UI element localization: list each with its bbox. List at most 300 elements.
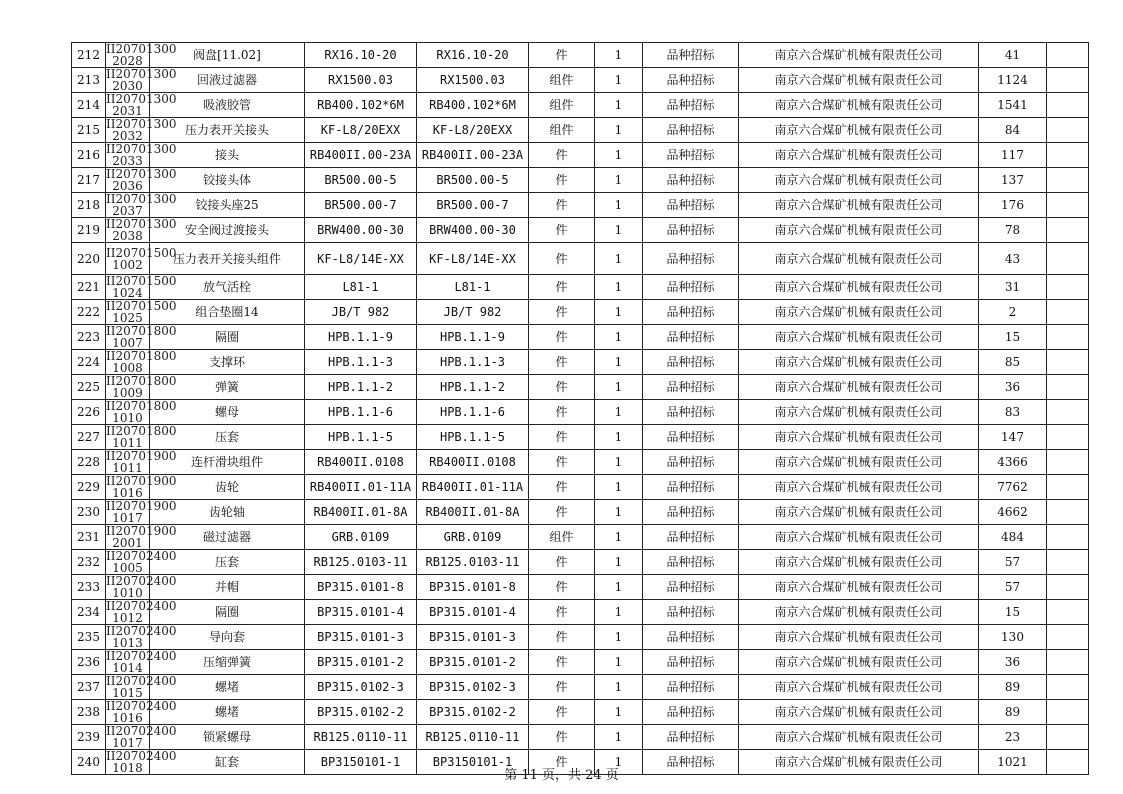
quantity-cell: 1 [595,243,643,275]
seq-cell: 228 [72,450,106,475]
material-code-prefix: II20701300 [106,117,177,131]
procurement-method-cell: 品种招标 [643,400,739,425]
drawing-number-cell: BRW400.00-30 [305,218,417,243]
material-code-suffix: 1002 [112,257,143,272]
table-row [72,500,1089,525]
note-cell [1047,193,1089,218]
table-row [72,375,1089,400]
quantity-cell: 1 [595,218,643,243]
drawing-number-cell: GRB.0109 [305,525,417,550]
amount-cell: 41 [979,43,1047,68]
quantity-cell: 1 [595,300,643,325]
note-cell [1047,600,1089,625]
procurement-method-cell: 品种招标 [643,675,739,700]
quantity-cell: 1 [595,350,643,375]
procurement-method-cell: 品种招标 [643,118,739,143]
drawing-number-cell: HPB.1.1-3 [305,350,417,375]
material-code-prefix: II20701800 [106,399,177,413]
vendor-cell: 南京六合煤矿机械有限责任公司 [739,93,979,118]
amount-cell: 1021 [979,750,1047,775]
material-code-suffix: 1015 [112,686,143,700]
material-code-cell [106,374,177,400]
procurement-method-cell: 品种招标 [643,375,739,400]
table-row [72,725,1089,750]
material-code-prefix: II20701500 [106,245,177,260]
unit-cell: 件 [529,168,595,193]
drawing-number-cell: HPB.1.1-5 [305,425,417,450]
procurement-method-cell: 品种招标 [643,600,739,625]
vendor-cell: 南京六合煤矿机械有限责任公司 [739,525,979,550]
part-name-cell: 压力表开关接头组件 [150,243,305,275]
vendor-cell: 南京六合煤矿机械有限责任公司 [739,243,979,275]
material-code-cell [106,274,177,300]
material-code-cell [106,142,177,168]
part-name-cell: 压力表开关接头 [150,118,305,143]
amount-cell: 4366 [979,450,1047,475]
material-code-suffix: 1011 [112,461,143,475]
table-row [72,168,1089,193]
spec-cell: KF-L8/14E-XX [417,243,529,275]
table-body [72,43,1089,775]
part-name-cell: 铰接头座25 [150,193,305,218]
amount-cell: 31 [979,275,1047,300]
part-name-cell: 磁过滤器 [150,525,305,550]
quantity-cell: 1 [595,725,643,750]
seq-cell: 227 [72,425,106,450]
table-row [72,600,1089,625]
drawing-number-cell: KF-L8/20EXX [305,118,417,143]
table-row [72,218,1089,243]
note-cell [1047,525,1089,550]
drawing-number-cell: BP315.0101-3 [305,625,417,650]
note-cell [1047,475,1089,500]
material-code-prefix: II20701800 [106,349,177,363]
material-code-cell [106,243,177,275]
vendor-cell: 南京六合煤矿机械有限责任公司 [739,550,979,575]
unit-cell: 件 [529,325,595,350]
procurement-method-cell: 品种招标 [643,500,739,525]
unit-cell: 件 [529,550,595,575]
drawing-number-cell: RB400.102*6M [305,93,417,118]
material-code-cell [106,624,177,650]
procurement-method-cell: 品种招标 [643,525,739,550]
part-name-cell: 支撑环 [150,350,305,375]
material-code-prefix: II20701300 [106,217,177,231]
material-code-cell [106,217,177,243]
spec-cell: RB400II.01-11A [417,475,529,500]
material-code-cell [106,524,177,550]
amount-cell: 36 [979,375,1047,400]
amount-cell: 147 [979,425,1047,450]
material-code-prefix: II20702400 [106,574,177,588]
amount-cell: 89 [979,700,1047,725]
spec-cell: BRW400.00-30 [417,218,529,243]
procurement-method-cell: 品种招标 [643,575,739,600]
vendor-cell: 南京六合煤矿机械有限责任公司 [739,675,979,700]
drawing-number-cell: RX16.10-20 [305,43,417,68]
procurement-method-cell: 品种招标 [643,275,739,300]
amount-cell: 130 [979,625,1047,650]
unit-cell: 件 [529,725,595,750]
material-code-suffix: 2030 [112,79,143,93]
unit-cell: 件 [529,475,595,500]
material-code-suffix: 1013 [112,636,143,650]
unit-cell: 件 [529,750,595,775]
procurement-method-cell: 品种招标 [643,700,739,725]
seq-cell: 236 [72,650,106,675]
amount-cell: 43 [979,243,1047,275]
part-name-cell: 组合垫圈14 [150,300,305,325]
amount-cell: 15 [979,600,1047,625]
procurement-method-cell: 品种招标 [643,218,739,243]
material-code-prefix: II20701300 [106,67,177,81]
material-code-cell [106,67,177,93]
table-row [72,525,1089,550]
note-cell [1047,625,1089,650]
part-name-cell: 螺堵 [150,700,305,725]
vendor-cell: 南京六合煤矿机械有限责任公司 [739,700,979,725]
vendor-cell: 南京六合煤矿机械有限责任公司 [739,193,979,218]
material-code-cell [106,167,177,193]
material-code-cell [106,574,177,600]
procurement-method-cell: 品种招标 [643,550,739,575]
seq-cell: 212 [72,43,106,68]
material-code-cell [106,674,177,700]
part-name-cell: 压套 [150,550,305,575]
part-name-cell: 锁紧螺母 [150,725,305,750]
procurement-method-cell: 品种招标 [643,650,739,675]
seq-cell: 213 [72,68,106,93]
quantity-cell: 1 [595,425,643,450]
drawing-number-cell: KF-L8/14E-XX [305,243,417,275]
spec-cell: BP315.0101-3 [417,625,529,650]
drawing-number-cell: L81-1 [305,275,417,300]
seq-cell: 237 [72,675,106,700]
spec-cell: BP3150101-1 [417,750,529,775]
procurement-method-cell: 品种招标 [643,93,739,118]
material-code-cell [106,349,177,375]
procurement-method-cell: 品种招标 [643,243,739,275]
unit-cell: 组件 [529,118,595,143]
quantity-cell: 1 [595,750,643,775]
material-code-suffix: 1016 [112,486,143,500]
vendor-cell: 南京六合煤矿机械有限责任公司 [739,400,979,425]
note-cell [1047,300,1089,325]
material-code-suffix: 1012 [112,611,143,625]
table-row [72,68,1089,93]
seq-cell: 217 [72,168,106,193]
vendor-cell: 南京六合煤矿机械有限责任公司 [739,475,979,500]
drawing-number-cell: BP315.0102-2 [305,700,417,725]
note-cell [1047,575,1089,600]
procurement-method-cell: 品种招标 [643,325,739,350]
quantity-cell: 1 [595,675,643,700]
material-code-suffix: 2038 [112,229,143,243]
table-row [72,700,1089,725]
quantity-cell: 1 [595,450,643,475]
material-code-suffix: 1010 [112,411,143,425]
material-code-prefix: II20702400 [106,624,177,638]
quantity-cell: 1 [595,525,643,550]
vendor-cell: 南京六合煤矿机械有限责任公司 [739,143,979,168]
procurement-method-cell: 品种招标 [643,450,739,475]
amount-cell: 83 [979,400,1047,425]
table-row [72,450,1089,475]
seq-cell: 233 [72,575,106,600]
material-code-prefix: II20701800 [106,424,177,438]
table-row [72,550,1089,575]
part-name-cell: 螺堵 [150,675,305,700]
drawing-number-cell: RB400II.00-23A [305,143,417,168]
part-name-cell: 隔圈 [150,600,305,625]
spec-cell: HPB.1.1-3 [417,350,529,375]
drawing-number-cell: JB/T 982 [305,300,417,325]
material-code-cell [106,324,177,350]
note-cell [1047,400,1089,425]
drawing-number-cell: HPB.1.1-2 [305,375,417,400]
material-code-suffix: 1016 [112,711,143,725]
material-code-prefix: II20702400 [106,599,177,613]
unit-cell: 件 [529,300,595,325]
material-code-cell [106,549,177,575]
spec-cell: BR500.00-5 [417,168,529,193]
table-row [72,243,1089,275]
material-code-prefix: II20702400 [106,724,177,738]
part-name-cell: 螺母 [150,400,305,425]
vendor-cell: 南京六合煤矿机械有限责任公司 [739,168,979,193]
spec-cell: RB400II.00-23A [417,143,529,168]
vendor-cell: 南京六合煤矿机械有限责任公司 [739,68,979,93]
amount-cell: 23 [979,725,1047,750]
material-code-prefix: II20701900 [106,499,177,513]
spec-cell: BP315.0101-2 [417,650,529,675]
note-cell [1047,450,1089,475]
drawing-number-cell: HPB.1.1-6 [305,400,417,425]
amount-cell: 1541 [979,93,1047,118]
material-code-cell [106,499,177,525]
note-cell [1047,68,1089,93]
drawing-number-cell: RB400II.0108 [305,450,417,475]
part-name-cell: 连杆滑块组件 [150,450,305,475]
material-code-cell [106,649,177,675]
unit-cell: 件 [529,43,595,68]
seq-cell: 221 [72,275,106,300]
table-row [72,350,1089,375]
spec-cell: RB400II.0108 [417,450,529,475]
material-code-cell [106,299,177,325]
drawing-number-cell: BP315.0101-4 [305,600,417,625]
note-cell [1047,93,1089,118]
seq-cell: 240 [72,750,106,775]
material-code-prefix: II20701900 [106,524,177,538]
seq-cell: 235 [72,625,106,650]
material-code-prefix: II20701300 [106,42,177,56]
table-row [72,400,1089,425]
part-name-cell: 阀盘[11.02] [150,43,305,68]
material-code-prefix: II20701300 [106,142,177,156]
material-code-cell [106,699,177,725]
unit-cell: 件 [529,625,595,650]
quantity-cell: 1 [595,193,643,218]
material-code-suffix: 1011 [112,436,143,450]
material-code-suffix: 2028 [112,54,143,68]
spec-cell: BR500.00-7 [417,193,529,218]
seq-cell: 223 [72,325,106,350]
procurement-method-cell: 品种招标 [643,300,739,325]
material-code-cell [106,192,177,218]
unit-cell: 组件 [529,93,595,118]
part-name-cell: 回液过滤器 [150,68,305,93]
seq-cell: 230 [72,500,106,525]
note-cell [1047,243,1089,275]
drawing-number-cell: BR500.00-7 [305,193,417,218]
spec-cell: HPB.1.1-6 [417,400,529,425]
part-name-cell: 吸液胶管 [150,93,305,118]
procurement-method-cell: 品种招标 [643,43,739,68]
procurement-method-cell: 品种招标 [643,143,739,168]
vendor-cell: 南京六合煤矿机械有限责任公司 [739,625,979,650]
unit-cell: 件 [529,675,595,700]
material-code-prefix: II20701300 [106,192,177,206]
unit-cell: 件 [529,193,595,218]
unit-cell: 件 [529,700,595,725]
spec-cell: HPB.1.1-5 [417,425,529,450]
spec-cell: GRB.0109 [417,525,529,550]
note-cell [1047,425,1089,450]
material-code-suffix: 1024 [112,286,143,300]
material-code-suffix: 1014 [112,661,143,675]
table-row [72,143,1089,168]
unit-cell: 件 [529,243,595,275]
drawing-number-cell: RB125.0103-11 [305,550,417,575]
spec-cell: HPB.1.1-9 [417,325,529,350]
table-row [72,475,1089,500]
table-row [72,625,1089,650]
unit-cell: 件 [529,450,595,475]
unit-cell: 件 [529,600,595,625]
vendor-cell: 南京六合煤矿机械有限责任公司 [739,275,979,300]
material-code-cell [106,92,177,118]
material-code-cell [106,424,177,450]
table-row [72,575,1089,600]
amount-cell: 85 [979,350,1047,375]
material-code-cell [106,599,177,625]
unit-cell: 件 [529,400,595,425]
spec-cell: L81-1 [417,275,529,300]
vendor-cell: 南京六合煤矿机械有限责任公司 [739,725,979,750]
table-row [72,43,1089,68]
material-code-prefix: II20701300 [106,167,177,181]
material-code-prefix: II20701500 [106,299,177,313]
seq-cell: 219 [72,218,106,243]
material-code-cell [106,117,177,143]
note-cell [1047,650,1089,675]
quantity-cell: 1 [595,93,643,118]
part-name-cell: 压缩弹簧 [150,650,305,675]
amount-cell: 78 [979,218,1047,243]
quantity-cell: 1 [595,68,643,93]
spec-cell: BP315.0101-4 [417,600,529,625]
table-row [72,193,1089,218]
seq-cell: 224 [72,350,106,375]
amount-cell: 4662 [979,500,1047,525]
unit-cell: 件 [529,500,595,525]
part-name-cell: 弹簧 [150,375,305,400]
vendor-cell: 南京六合煤矿机械有限责任公司 [739,350,979,375]
part-name-cell: 安全阀过渡接头 [150,218,305,243]
spec-cell: BP315.0101-8 [417,575,529,600]
part-name-cell: 接头 [150,143,305,168]
spec-cell: JB/T 982 [417,300,529,325]
seq-cell: 225 [72,375,106,400]
seq-cell: 216 [72,143,106,168]
procurement-method-cell: 品种招标 [643,350,739,375]
amount-cell: 15 [979,325,1047,350]
amount-cell: 57 [979,575,1047,600]
material-code-cell [106,449,177,475]
note-cell [1047,700,1089,725]
procurement-method-cell: 品种招标 [643,475,739,500]
part-name-cell: 放气活栓 [150,275,305,300]
vendor-cell: 南京六合煤矿机械有限责任公司 [739,425,979,450]
drawing-number-cell: BR500.00-5 [305,168,417,193]
vendor-cell: 南京六合煤矿机械有限责任公司 [739,43,979,68]
table-row [72,93,1089,118]
seq-cell: 238 [72,700,106,725]
seq-cell: 215 [72,118,106,143]
unit-cell: 件 [529,650,595,675]
procurement-method-cell: 品种招标 [643,193,739,218]
quantity-cell: 1 [595,375,643,400]
seq-cell: 239 [72,725,106,750]
quantity-cell: 1 [595,475,643,500]
spec-cell: KF-L8/20EXX [417,118,529,143]
note-cell [1047,675,1089,700]
table-row [72,425,1089,450]
spec-cell: RX16.10-20 [417,43,529,68]
seq-cell: 214 [72,93,106,118]
vendor-cell: 南京六合煤矿机械有限责任公司 [739,750,979,775]
material-code-suffix: 1018 [112,761,143,775]
seq-cell: 218 [72,193,106,218]
material-code-suffix: 1008 [112,361,143,375]
spec-cell: BP315.0102-3 [417,675,529,700]
drawing-number-cell: HPB.1.1-9 [305,325,417,350]
amount-cell: 2 [979,300,1047,325]
material-code-suffix: 2033 [112,154,143,168]
note-cell [1047,725,1089,750]
drawing-number-cell: RB125.0110-11 [305,725,417,750]
quantity-cell: 1 [595,400,643,425]
material-code-suffix: 1009 [112,386,143,400]
seq-cell: 226 [72,400,106,425]
amount-cell: 7762 [979,475,1047,500]
table-row [72,675,1089,700]
amount-cell: 36 [979,650,1047,675]
drawing-number-cell: BP315.0101-8 [305,575,417,600]
note-cell [1047,143,1089,168]
drawing-number-cell: BP3150101-1 [305,750,417,775]
unit-cell: 件 [529,375,595,400]
vendor-cell: 南京六合煤矿机械有限责任公司 [739,218,979,243]
material-code-prefix: II20701900 [106,449,177,463]
material-code-suffix: 1005 [112,561,143,575]
procurement-method-cell: 品种招标 [643,68,739,93]
material-code-cell [106,474,177,500]
quantity-cell: 1 [595,650,643,675]
quantity-cell: 1 [595,43,643,68]
drawing-number-cell: BP315.0101-2 [305,650,417,675]
